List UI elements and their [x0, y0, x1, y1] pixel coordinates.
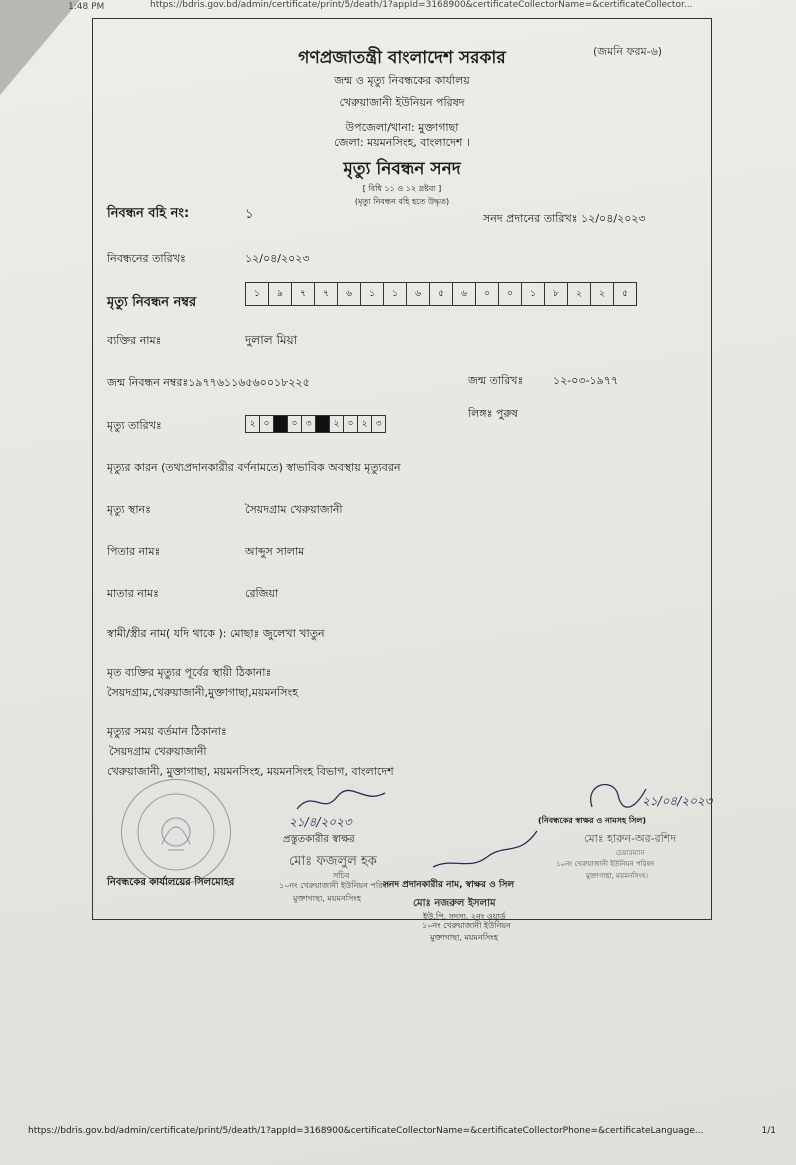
death-reg-label: মৃত্যু নিবন্ধন নম্বর	[107, 295, 197, 310]
issuer-place: মুক্তাগাছা, ময়মনসিংহ	[430, 933, 498, 942]
digit-box: ১	[361, 283, 384, 305]
page-fold-shadow	[0, 0, 80, 95]
issuer-union: ১০নং খেরুয়াজানী ইউনিয়ন	[422, 921, 511, 930]
place-value: সৈয়দগ্রাম খেরুয়াজানী	[245, 503, 343, 516]
name-value: দুলাল মিয়া	[245, 333, 298, 347]
date-box: ২	[330, 416, 344, 432]
reg-date-value: ১২/০৪/২০২৩	[245, 252, 310, 265]
digit-box: ৫	[622, 289, 628, 299]
page-count: 1/1	[761, 1126, 776, 1136]
registrar-date: ২১/০৪/২০২৩	[642, 794, 713, 808]
issuer-title: ইউ.পি. সদস্য, ২নং ওয়ার্ড	[423, 912, 506, 921]
digit-box: ৬	[407, 283, 430, 305]
seal-emblem-icon	[122, 780, 230, 884]
birth-reg-number: জন্ম নিবন্ধন নম্বরঃ১৯৭৭৬১১৬৫৬০০১৮২২৫	[107, 376, 310, 389]
preparer-date: ২১/৪/২০২৩	[289, 815, 352, 829]
digit-box: ০	[476, 283, 499, 305]
issuer-name: মোঃ নজরুল ইসলাম	[413, 898, 496, 909]
registrar-label: (নিবন্ধকের স্বাক্ষর ও নামসহ সিল)	[538, 816, 647, 825]
district: জেলা: ময়মনসিংহ, বাংলাদেশ ।	[334, 136, 470, 149]
digit-box: ০	[499, 283, 522, 305]
date-box: ০	[260, 416, 274, 432]
upazila: উপজেলা/থানা: মুক্তাগাছা	[345, 121, 459, 134]
permanent-address-value: সৈয়দগ্রাম,খেরুয়াজানী,মুক্তাগাছা,ময়মনসিংহ	[107, 686, 298, 699]
digit-box: ১	[246, 283, 269, 305]
mother-label: মাতার নামঃ	[107, 587, 160, 600]
cause-of-death: মৃত্যুর কারন (তথ্যপ্রদানকারীর বর্ণনামতে) স্বাভাবিক অবস্থায় মৃত্যুবরন	[107, 461, 401, 474]
name-label: ব্যক্তির নামঃ	[107, 334, 162, 347]
date-box: ২	[246, 416, 260, 432]
current-address-line1: সৈয়দগ্রাম খেরুয়াজানী	[109, 745, 207, 758]
spouse-name: স্বামী/স্ত্রীর নাম( যদি থাকে ): মোছাঃ জুলেখা খাতুন	[107, 627, 325, 640]
certificate-title: মৃত্যু নিবন্ধন সনদ	[343, 159, 461, 179]
digit-box: ৮	[545, 283, 568, 305]
registrar-office-seal-label: নিবন্ধকের কার্যালয়ের সিলমোহর	[107, 877, 235, 888]
registrar-place: মুক্তাগাছা, ময়মনসিংহ।	[586, 872, 648, 880]
book-no-label: নিবন্ধন বহি নং:	[107, 206, 190, 221]
digit-box: ৫	[430, 283, 453, 305]
death-date-boxes	[245, 415, 386, 433]
preparer-label: প্রস্তুতকারীর স্বাক্ষর	[283, 834, 355, 845]
digit-box: ৬	[453, 283, 476, 305]
print-time: 1:48 PM	[68, 2, 105, 12]
office-seal	[121, 779, 231, 885]
date-separator	[316, 416, 330, 432]
preparer-name: মোঃ ফজলুল হক	[289, 854, 377, 869]
reg-date-label: নিবন্ধনের তারিখঃ	[107, 252, 186, 265]
gender: লিঙ্গঃ পুরুষ	[468, 407, 518, 420]
father-value: আব্দুস সালাম	[245, 545, 305, 558]
issue-date: সনদ প্রদানের তারিখঃ ১২/০৪/২০২৩	[483, 212, 646, 225]
death-reg-number-boxes	[245, 282, 637, 306]
print-url-bottom: https://bdris.gov.bd/admin/certificate/print/5/death/1?appId=3168900&certificateCollectorName=&certificateCollectorPhone=&certificateLanguage...	[28, 1126, 704, 1136]
digit-box: ২	[591, 283, 614, 305]
death-date-label: মৃত্যু তারিখঃ	[107, 419, 162, 432]
current-address-label: মৃত্যুর সময় বর্তমান ঠিকানাঃ	[107, 725, 227, 738]
digit-box: ১	[384, 283, 407, 305]
date-box: ৩	[302, 416, 316, 432]
issuer-label: সনদ প্রদানকারীর নাম, স্বাক্ষর ও সিল	[383, 880, 515, 890]
registrar-name: মোঃ হারুন-অর-রশিদ	[584, 832, 677, 845]
book-no-value: ১	[245, 207, 254, 222]
digit-box: ২	[568, 283, 591, 305]
print-footer	[28, 1126, 788, 1136]
date-separator	[274, 416, 288, 432]
extract-note: (মৃত্যু নিবন্ধন বহি হতে উদ্ধৃত)	[354, 197, 450, 206]
digit-box: ৭	[292, 283, 315, 305]
date-box: ২	[358, 416, 372, 432]
union-name: খেরুয়াজানী ইউনিয়ন পরিষদ	[339, 96, 465, 109]
digit-box: ৭	[315, 283, 338, 305]
digit-box: ৬	[338, 283, 361, 305]
office-name: জন্ম ও মৃত্যু নিবন্ধকের কার্যালয়	[334, 74, 470, 87]
digit-box: ১	[522, 283, 545, 305]
father-label: পিতার নামঃ	[107, 545, 161, 558]
date-box: ০	[288, 416, 302, 432]
date-box: ০	[344, 416, 358, 432]
registrar-union: ১০নং খেরুয়াজানী ইউনিয়ন পরিষদ	[556, 860, 655, 868]
mother-value: রেজিয়া	[245, 587, 279, 600]
preparer-title: সচিব	[333, 871, 350, 880]
rule-reference: [ বিধি ১১ ও ১২ দ্রষ্টব্য ]	[362, 184, 442, 193]
issuer-signature	[429, 827, 549, 877]
print-header	[60, 0, 796, 14]
place-label: মৃত্যু স্থানঃ	[107, 503, 151, 516]
permanent-address-label: মৃত ব্যক্তির মৃত্যুর পূর্বের স্থায়ী ঠিকানাঃ	[107, 666, 272, 679]
preparer-signature	[293, 787, 393, 817]
digit-box: ৯	[269, 283, 292, 305]
current-address-line2: খেরুয়াজানী, মুক্তাগাছা, ময়মনসিংহ, ময়মনসিংহ বিভাগ, বাংলাদেশ	[107, 765, 394, 778]
union-seal-place: মুক্তাগাছা, ময়মনসিংহ	[293, 894, 361, 903]
birth-date-value: ১২-০৩-১৯৭৭	[553, 374, 619, 387]
date-box: ৩	[375, 419, 382, 429]
registrar-title: চেয়ারম্যান	[616, 849, 645, 857]
form-tag: (জমনি ফরম-৬)	[593, 45, 663, 58]
print-url-top: https://bdris.gov.bd/admin/certificate/print/5/death/1?appId=3168900&certificateCollectorName=&certificateCollector...	[150, 0, 693, 10]
birth-date-label: জন্ম তারিখঃ	[468, 374, 524, 387]
government-title: গণপ্রজাতন্ত্রী বাংলাদেশ সরকার	[298, 48, 506, 68]
union-seal-line: ১০নং খেরুয়াজানী ইউনিয়ন পরিষদ	[279, 881, 392, 890]
